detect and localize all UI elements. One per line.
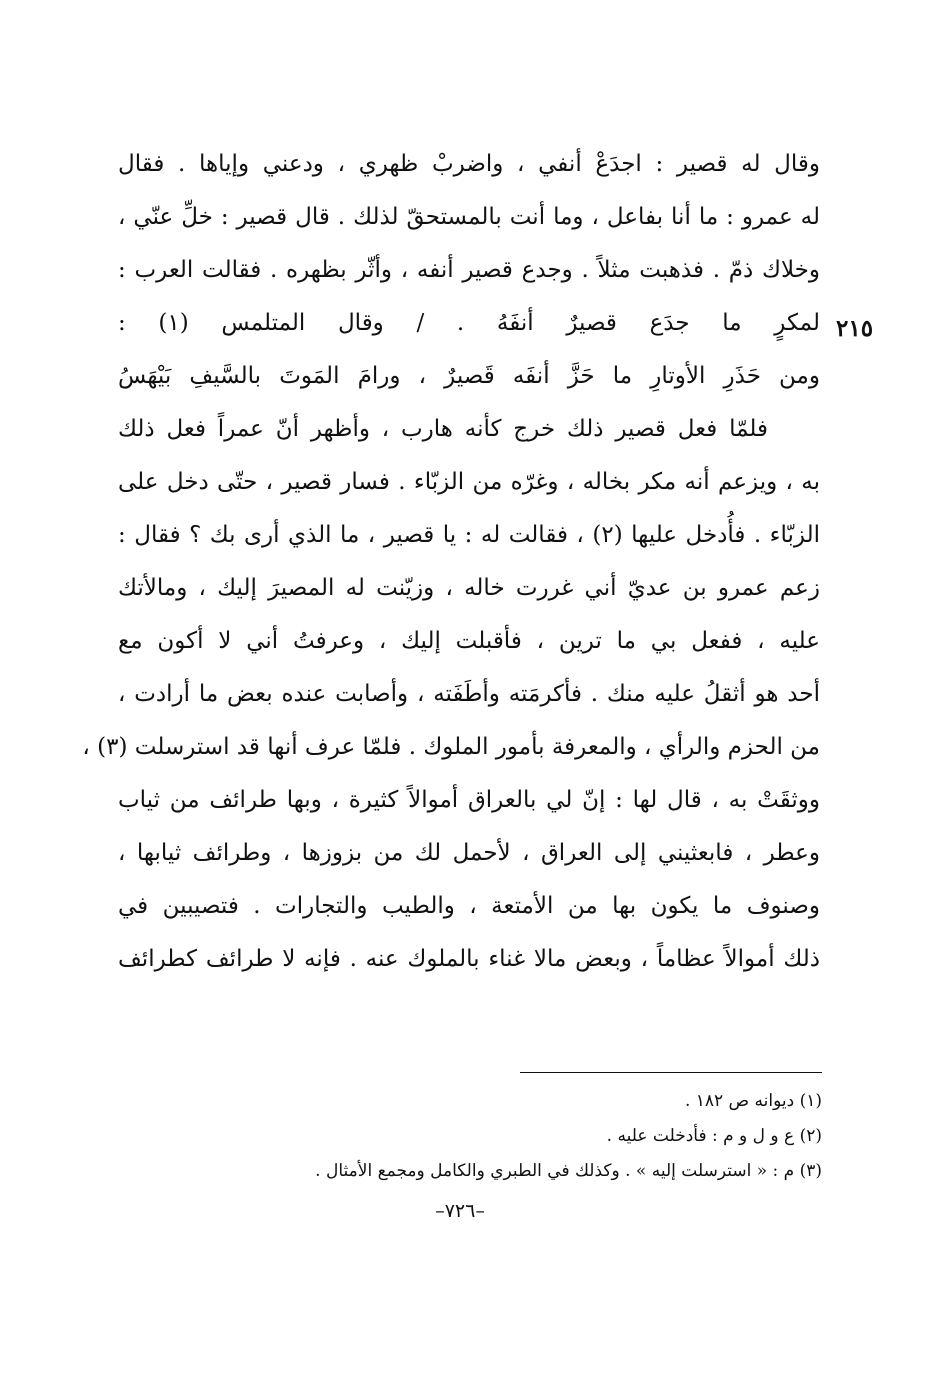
margin-page-reference: ٢١٥ — [836, 315, 874, 342]
text-line: لمكرٍ ما جدَع قصيرٌ أنفَهُ . / وقال المتلمس (١) : — [118, 310, 820, 336]
footnote: (٢) ع و ل و م : فأدخلت عليه . — [606, 1126, 822, 1146]
text-line: الزبّاء . فأُدخل عليها (٢) ، فقالت له : يا قصير ، ما الذي أرى بك ؟ فقال : — [118, 522, 820, 548]
footnote-separator — [520, 1072, 822, 1073]
text-line: من الحزم والرأي ، والمعرفة بأمور الملوك . فلمّا عرف أنها قد استرسلت (٣) ، — [82, 734, 820, 760]
footnotes — [200, 1084, 822, 1189]
text-line: وخلاك ذمّ . فذهبت مثلاً . وجدع قصير أنفه ، وأثّر بظهره . فقالت العرب : — [118, 257, 820, 283]
verse-line: ومن حَذَرِ الأوتارِ ما حَزَّ أنفَه قَصيرٌ ، ورامَ المَوتَ بالسَّيفِ بَيْهَسُ — [118, 363, 820, 389]
text-line: له عمرو : ما أنا بفاعل ، وما أنت بالمستحقّ لذلك . قال قصير : خلِّ عنّي ، — [118, 204, 820, 230]
text-line: فلمّا فعل قصير ذلك خرج كأنه هارب ، وأظهر أنّ عمراً فعل ذلك — [118, 416, 768, 442]
text-line: وصنوف ما يكون بها من الأمتعة ، والطيب والتجارات . فتصيبين في — [118, 893, 820, 919]
text-line: وعطر ، فابعثيني إلى العراق ، لأحمل لك من بزوزها ، وطرائف ثيابها ، — [118, 840, 820, 866]
main-text — [82, 138, 820, 986]
page-number: –٧٢٦– — [435, 1200, 485, 1222]
text-line: عليه ، ففعل بي ما ترين ، فأقبلت إليك ، وعرفتُ أني لا أكون مع — [118, 628, 820, 654]
footnote: (٣) م : « استرسلت إليه » . وكذلك في الطبري والكامل ومجمع الأمثال . — [315, 1161, 822, 1181]
text-line: به ، ويزعم أنه مكر بخاله ، وغرّه من الزبّاء . فسار قصير ، حتّى دخل على — [118, 469, 820, 495]
text-line: أحد هو أثقلُ عليه منك . فأكرمَته وأطَفَته ، وأصابت عنده بعض ما أرادت ، — [118, 681, 820, 707]
text-line: ذلك أموالاً عظاماً ، وبعض مالا غناء بالملوك عنه . فإنه لا طرائف كطرائف — [118, 946, 820, 972]
footnote: (١) ديوانه ص ١٨٢ . — [684, 1091, 822, 1111]
text-line: ووثقَتْ به ، قال لها : إنّ لي بالعراق أموالاً كثيرة ، وبها طرائف من ثياب — [118, 787, 820, 813]
text-line: وقال له قصير : اجدَعْ أنفي ، واضربْ ظهري ، ودعني وإياها . فقال — [118, 151, 820, 177]
text-line: زعم عمرو بن عديّ أني غررت خاله ، وزيّنت له المصيرَ إليك ، ومالأتك — [118, 575, 820, 601]
